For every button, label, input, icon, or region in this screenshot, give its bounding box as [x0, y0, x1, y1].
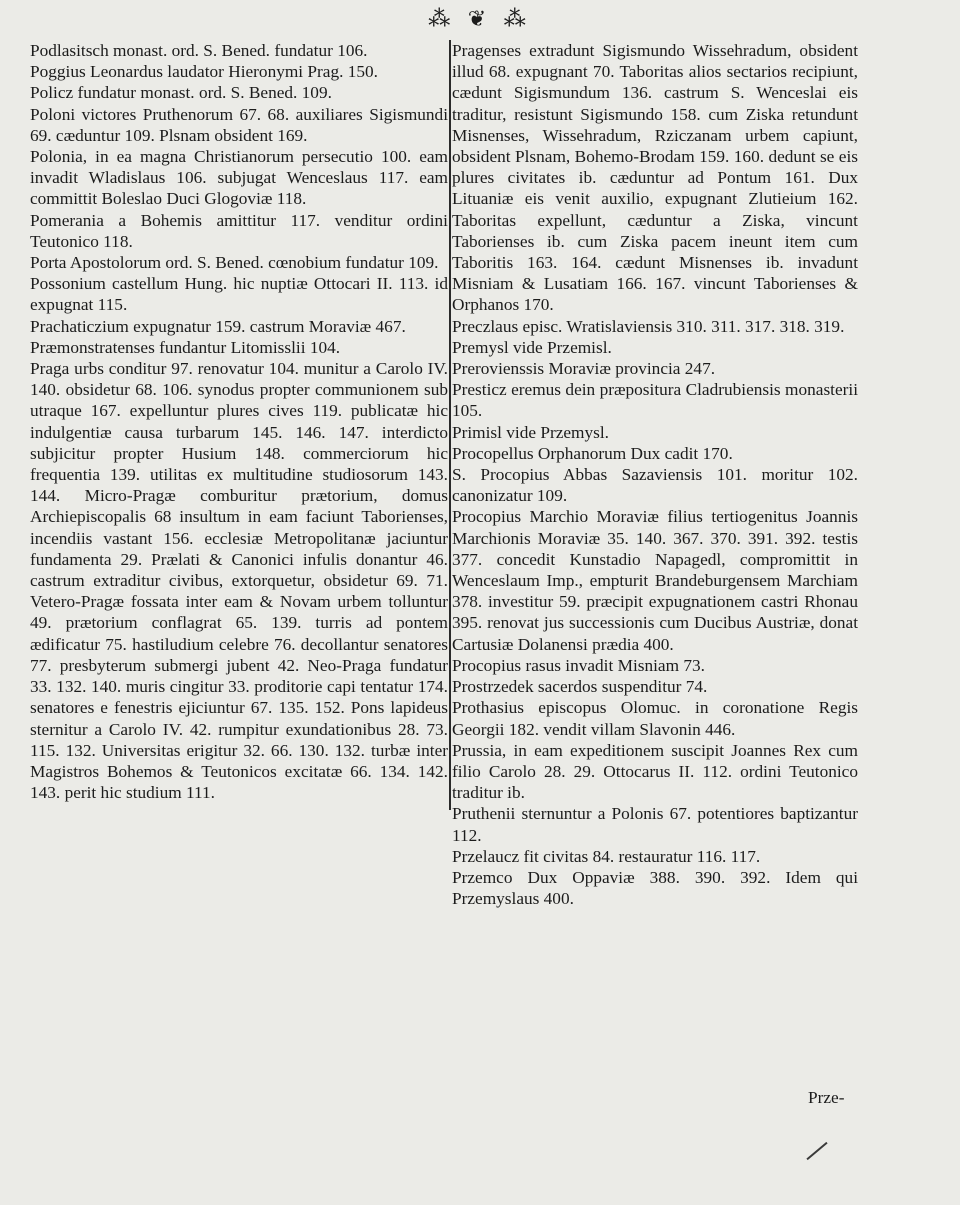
index-entry: Premysl vide Przemisl. — [452, 337, 612, 357]
index-entry: Primisl vide Przemysl. — [452, 422, 609, 442]
index-entry: Poloni victores Pruthenorum 67. 68. auxiliares Sigismundi 69. cæduntur 109. Plsnam obsident 169. — [30, 104, 448, 145]
index-entry: Pomerania a Bohemis amittitur 117. venditur ordini Teutonico 118. — [30, 210, 448, 251]
index-entry: Polonia, in ea magna Christianorum persecutio 100. eam invadit Wladislaus 106. subjugat Wenceslaus 117. eam committit Boleslao Duci Glogoviæ 118. — [30, 147, 448, 209]
index-column-right — [452, 40, 858, 909]
index-entry: Pragenses extradunt Sigismundo Wissehradum, obsident illud 68. expugnant 70. Taboritas alios sectarios recipiunt, cædunt Sigismundum 136. castrum S. Wenceslai eis traditur, resistunt Sigismundo 158. cum Ziska retundunt Misnenses, Wissehradum, Rziczanam urbem capiunt, obsident Plsnam, Bohemo-Brodam 159. 160. dedunt se eis plures civitates ib. cæduntur ad Pontum 161. Dux Lituaniæ eis venit auxilio, expugnant Zlutieium 162. Taboritas expellunt, cæduntur a Ziska, vincunt Taborienses ib. cum Ziska pacem ineunt item cum Taboritis 163. 164. cædunt Misnenses ib. invadunt Misniam & Lusatiam 166. 167. vincunt Taborienses & Orphanos 170. — [452, 41, 858, 315]
page-mark — [806, 1142, 827, 1160]
index-entry: Presticz eremus dein præpositura Cladrubiensis monasterii 105. — [452, 380, 858, 421]
index-entry: Pruthenii sternuntur a Polonis 67. potentiores baptizantur 112. — [452, 804, 858, 845]
index-entry: Przemco Dux Oppaviæ 388. 390. 392. Idem qui Przemyslaus 400. — [452, 867, 858, 909]
header-ornament: ⁂ ❦ ⁂ — [428, 6, 532, 31]
index-entry: Przelaucz fit civitas 84. restauratur 116. 117. — [452, 846, 761, 866]
index-entry: Poggius Leonardus laudator Hieronymi Prag. 150. — [30, 62, 378, 82]
index-entry: S. Procopius Abbas Sazaviensis 101. moritur 102. canonizatur 109. — [452, 465, 858, 506]
catchword: Prze- — [808, 1088, 845, 1107]
index-entry: Præmonstratenses fundantur Litomisslii 104. — [30, 337, 341, 357]
index-entry: Procopius rasus invadit Misniam 73. — [452, 655, 705, 675]
index-entry: Possonium castellum Hung. hic nuptiæ Ottocari II. 113. id expugnat 115. — [30, 274, 448, 315]
index-entry: Procopellus Orphanorum Dux cadit 170. — [452, 443, 733, 463]
index-column-left — [30, 40, 448, 803]
index-entry: Podlasitsch monast. ord. S. Bened. fundatur 106. — [30, 41, 368, 60]
index-entry: Prachaticzium expugnatur 159. castrum Moraviæ 467. — [30, 316, 406, 336]
index-entry: Prerovienssis Moraviæ provincia 247. — [452, 359, 716, 379]
index-entry: Prothasius episcopus Olomuc. in coronatione Regis Georgii 182. vendit villam Slavonin 446. — [452, 698, 858, 739]
index-entry: Prussia, in eam expeditionem suscipit Joannes Rex cum filio Carolo 28. 29. Ottocarus II. 112. ordini Teutonico traditur ib. — [452, 740, 858, 803]
column-divider — [449, 40, 451, 810]
index-entry: Praga urbs conditur 97. renovatur 104. munitur a Carolo IV. 140. obsidetur 68. 106. synodus propter communionem sub utraque 167. expelluntur plures cives 119. publicatæ hic indulgentiæ causa turbarum 145. 146. 147. interdicto subjicitur propter Husium 148. commerciorum hic frequentia 139. utilitas ex multitudine studiosorum 143. 144. Micro-Pragæ comburitur prætorium, domus Archiepiscopalis 68 insultum in eam faciunt Taborienses, incendiis vastant 156. ecclesiæ Metropolitanæ jaciuntur fundamenta 29. Prælati & Canonici infulis donantur 46. castrum extraditur civibus, extorquetur, obsidetur 69. 71. Vetero-Pragæ fossata inter eam & Novam urbem tolluntur 49. prætorium conflagrat 65. 139. turris ad pontem ædificatur 75. hastiludium celebre 76. decollantur senatores 77. presbyterum submergi jubent 42. Neo-Praga fundatur 33. 132. 140. muris cingitur 33. proditorie capi tentatur 174. senatores e fenestris ejiciuntur 67. 135. 152. Pons lapideus sternitur a Carolo IV. 42. rumpitur exundationibus 28. 73. 115. 132. Universitas erigitur 32. 66. 130. 132. turbæ inter Magistros Bohemos & Teutonicos excitatæ 66. 134. 142. 143. perit hic studium 111. — [30, 359, 448, 803]
index-entry: Policz fundatur monast. ord. S. Bened. 109. — [30, 83, 332, 103]
index-entry: Prostrzedek sacerdos suspenditur 74. — [452, 677, 708, 697]
index-entry: Porta Apostolorum ord. S. Bened. cœnobium fundatur 109. — [30, 253, 439, 273]
index-entry: Procopius Marchio Moraviæ filius tertiogenitus Joannis Marchionis Moraviæ 35. 140. 367. 370. 391. 392. testis 377. concedit Kunstadio Napagedl, compromittit in Wenceslaum Imp., empturit Brandeburgensem Marchiam 378. investitur 59. præcipit expugnationem castri Rhonau 395. renovat jus successionis cum Ducibus Austriæ, donat Cartusiæ Dolanensi prædia 400. — [452, 507, 858, 654]
index-entry: Preczlaus episc. Wratislaviensis 310. 311. 317. 318. 319. — [452, 316, 845, 336]
